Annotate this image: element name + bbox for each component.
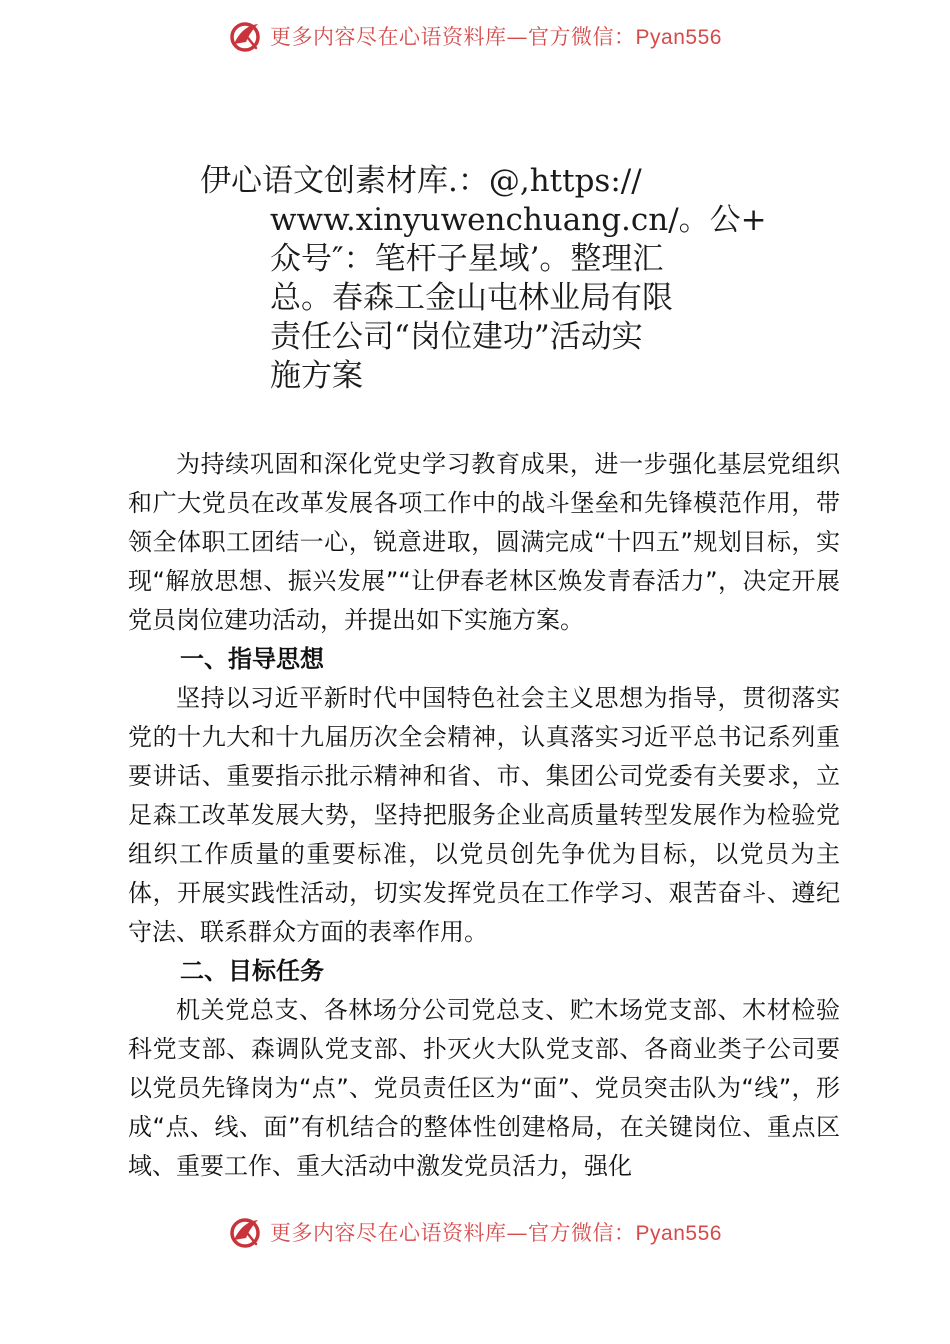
intro-paragraph: 为持续巩固和深化党史学习教育成果，进一步强化基层党组织和广大党员在改革发展各项工作中的战斗堡垒和先锋模范作用，带领全体职工团结一心，锐意进取，圆满完成“十四五”规划目标，实现“解放思想、振兴发展”“让伊春老林区焕发青春活力”，决定开展党员岗位建功活动，并提出如下实施方案。: [128, 450, 840, 634]
brush-stroke-logo-icon: [228, 1214, 264, 1250]
section-heading-goals: 二、目标任务: [180, 957, 324, 985]
banner-slogan: 更多内容尽在心语资料库—官方微信：: [270, 25, 636, 49]
section-paragraph-guiding-ideology: 坚持以习近平新时代中国特色社会主义思想为指导，贯彻落实党的十九大和十九届历次全会精神，认真落实习近平总书记系列重要讲话、重要指示批示精神和省、市、集团公司党委有关要求，立足森工改革发展大势，坚持把服务企业高质量转型发展作为检验党组织工作质量的重要标准，以党员创先争优为目标，以党员为主体，开展实践性活动，切实发挥党员在工作学习、艰苦奋斗、遵纪守法、联系群众方面的表率作用。: [128, 684, 840, 946]
header-banner: [0, 16, 950, 56]
brush-stroke-logo-icon: [228, 18, 264, 54]
title-line: 众号″：笔杆子星域’。整理汇: [270, 241, 664, 277]
section-heading-guiding-ideology: 一、指导思想: [180, 645, 324, 673]
title-line: 伊心语文创素材库.：@,https://: [200, 163, 642, 199]
banner-text: [270, 1217, 722, 1247]
title-line: www.xinyuwenchuang.cn/。公+: [270, 202, 767, 238]
document-body: [128, 445, 840, 1186]
footer-banner: [0, 1212, 950, 1252]
banner-wechat-handle: Pyan556: [635, 1222, 722, 1245]
banner-wechat-handle: Pyan556: [635, 26, 722, 49]
title-line: 施方案: [270, 358, 363, 394]
title-line: 责任公司“岗位建功”活动实: [270, 319, 643, 355]
section-paragraph-goals: 机关党总支、各林场分公司党总支、贮木场党支部、木材检验科党支部、森调队党支部、扑灭火大队党支部、各商业类子公司要以党员先锋岗为“点”、党员责任区为“面”、党员突击队为“线”，形成“点、线、面”有机结合的整体性创建格局，在关键岗位、重点区域、重要工作、重大活动中激发党员活力，强化: [128, 996, 840, 1180]
document-title: [200, 162, 767, 396]
title-line: 总。春森工金山屯林业局有限: [270, 280, 673, 316]
banner-text: [270, 21, 722, 51]
banner-slogan: 更多内容尽在心语资料库—官方微信：: [270, 1221, 636, 1245]
